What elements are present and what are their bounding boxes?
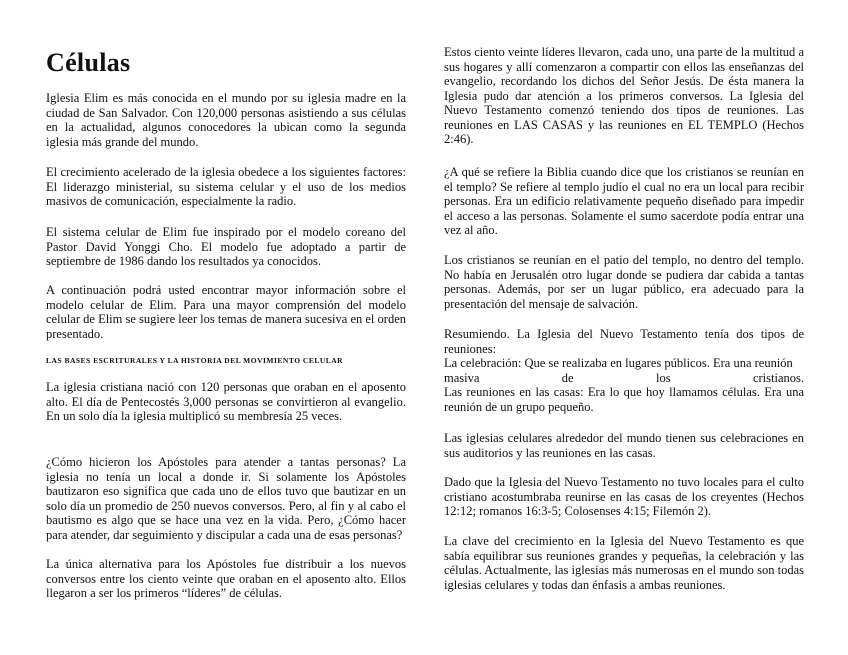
house-meetings-line: Las reuniones en las casas: Era lo que hoy llamamos células. Era una reunión de un grupo pequeño. [444,385,804,414]
celebration-line: La celebración: Que se realizaba en lugares públicos. Era una reunión [444,356,793,370]
right-paragraph-6: Dado que la Iglesia del Nuevo Testamento no tuvo locales para el culto cristiano acostumbraba reunirse en las casas de los creyentes (Hechos 12:12; romanos 16:3-5; Colosenses 4:15; Filemón 2). [444,475,804,518]
word: de [561,370,574,385]
right-paragraph-7: La clave del crecimiento en la Iglesia del Nuevo Testamento es que sabía equilibrar sus reuniones grandes y pequeñas, la celebración y las células. Actualmente, las iglesias más numerosas en el mundo son todas iglesias celulares y todas dan énfasis a ambas reuniones. [444,534,804,592]
page-title: Células [46,48,131,77]
right-paragraph-4 [444,327,804,414]
word: masiva [444,370,480,385]
right-paragraph-1: Estos ciento veinte líderes llevaron, cada uno, una parte de la multitud a sus hogares y allí comenzaron a compartir con ellos las enseñanzas del evangelio, recordando los dichos del Señor Jesús. De ésta manera la Iglesia pudo dar atención a los primeros conversos. La Iglesia del Nuevo Testamento comenzó teniendo dos tipos de reuniones. Las reuniones en LAS CASAS y las reuniones en EL TEMPLO (Hechos 2:46). [444,45,804,146]
left-paragraph-7: La única alternativa para los Apóstoles fue distribuir a los nuevos conversos entre los ciento veinte que oraban en el aposento alto. Ellos llegaron a ser los primeros “líderes” de células. [46,557,406,600]
left-paragraph-4: A continuación podrá usted encontrar mayor información sobre el modelo celular de Elim. Para una mayor comprensión del modelo celular de Elim se sugiere leer los temas de manera sucesiva en el orden presentado. [46,283,406,341]
word: cristianos. [752,370,804,385]
left-paragraph-2: El crecimiento acelerado de la iglesia obedece a los siguientes factores: El liderazgo ministerial, su sistema celular y el uso de los medios masivos de comunicación, especialmente la radio. [46,165,406,208]
section-heading: LAS BASES ESCRITURALES Y LA HISTORIA DEL MOVIMIENTO CELULAR [46,356,344,365]
right-paragraph-3: Los cristianos se reunían en el patio del templo, no dentro del templo. No había en Jerusalén otro lugar donde se pudiera dar cabida a tantas personas. Además, por ser un lugar público, era adecuado para la presentación del mensaje de salvación. [444,253,804,311]
left-paragraph-5: La iglesia cristiana nació con 120 personas que oraban en el aposento alto. El día de Pentecostés 3,000 personas se convirtieron al evangelio. En un solo día la iglesia multiplicó su membresía 25 veces. [46,380,406,423]
celebration-line-continued [444,371,804,386]
right-paragraph-5: Las iglesias celulares alrededor del mundo tienen sus celebraciones en sus auditorios y las reuniones en las casas. [444,431,804,460]
right-paragraph-2: ¿A qué se refiere la Biblia cuando dice que los cristianos se reunían en el templo? Se refiere al templo judío el cual no era un local para recibir personas. Era un edificio relativamente pequeño diseñado para impedir el acceso a las personas. Solamente el sumo sacerdote podía entrar una vez al año. [444,165,804,237]
word: los [655,370,671,385]
left-paragraph-6: ¿Cómo hicieron los Apóstoles para atender a tantas personas? La iglesia no tenía un local a donde ir. Si solamente los Apóstoles bautizaron eso significa que cada uno de ellos tuvo que bautizar en un solo día un promedio de 250 nuevos conversos. Pero, al fin y al cabo el bautismo es algo que se hace una vez en la vida. Pero, ¿Cómo hacer para atender, dar seguimiento y discipular a cada una de esas personas? [46,455,406,542]
left-paragraph-1: Iglesia Elim es más conocida en el mundo por su iglesia madre en la ciudad de San Salvador. Con 120,000 personas asistiendo a sus células en la actualidad, algunos conocedores la ubican como la segunda iglesia más grande del mundo. [46,91,406,149]
left-paragraph-3: El sistema celular de Elim fue inspirado por el modelo coreano del Pastor David Yonggi Cho. El modelo fue adoptado a partir de septiembre de 1986 dando los resultados ya conocidos. [46,225,406,268]
summary-line: Resumiendo. La Iglesia del Nuevo Testamento tenía dos tipos de reuniones: [444,327,804,356]
